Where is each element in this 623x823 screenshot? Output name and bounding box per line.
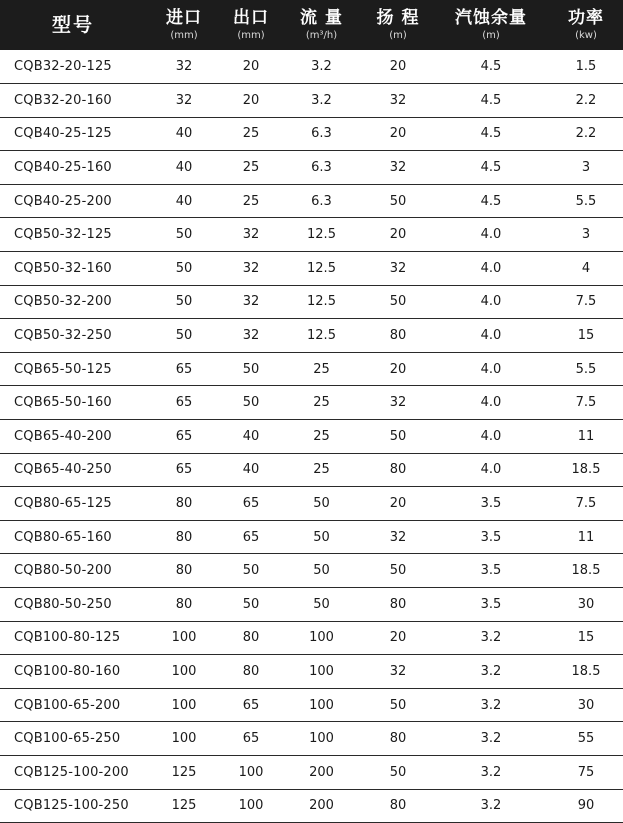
outlet-cell: 65 bbox=[222, 688, 280, 722]
model-cell: CQB32-20-160 bbox=[0, 84, 146, 118]
table-row bbox=[0, 252, 623, 286]
head-cell: 50 bbox=[363, 554, 433, 588]
model-cell: CQB50-32-250 bbox=[0, 319, 146, 353]
outlet-cell: 50 bbox=[222, 386, 280, 420]
header-unit: (kw) bbox=[575, 29, 597, 41]
outlet-cell: 40 bbox=[222, 420, 280, 454]
power-cell: 7.5 bbox=[549, 285, 623, 319]
table-row bbox=[0, 789, 623, 823]
flow-cell: 100 bbox=[280, 688, 363, 722]
head-cell: 32 bbox=[363, 386, 433, 420]
inlet-cell: 65 bbox=[146, 453, 222, 487]
model-cell: CQB100-80-160 bbox=[0, 655, 146, 689]
head-cell: 20 bbox=[363, 218, 433, 252]
model-cell: CQB80-65-160 bbox=[0, 520, 146, 554]
table-row bbox=[0, 655, 623, 689]
head-cell: 50 bbox=[363, 184, 433, 218]
outlet-cell: 40 bbox=[222, 453, 280, 487]
flow-cell: 200 bbox=[280, 789, 363, 823]
power-cell: 90 bbox=[549, 789, 623, 823]
npsh-cell: 4.0 bbox=[433, 352, 549, 386]
outlet-cell: 50 bbox=[222, 554, 280, 588]
outlet-cell: 25 bbox=[222, 184, 280, 218]
power-cell: 18.5 bbox=[549, 655, 623, 689]
model-cell: CQB80-50-200 bbox=[0, 554, 146, 588]
table-row bbox=[0, 688, 623, 722]
outlet-cell: 50 bbox=[222, 352, 280, 386]
table-row bbox=[0, 520, 623, 554]
head-cell: 80 bbox=[363, 319, 433, 353]
npsh-cell: 3.2 bbox=[433, 722, 549, 756]
outlet-cell: 50 bbox=[222, 588, 280, 622]
flow-cell: 12.5 bbox=[280, 252, 363, 286]
model-cell: CQB125-100-200 bbox=[0, 755, 146, 789]
power-cell: 55 bbox=[549, 722, 623, 756]
header-unit: (m) bbox=[389, 29, 407, 41]
inlet-cell: 125 bbox=[146, 789, 222, 823]
flow-cell: 100 bbox=[280, 621, 363, 655]
head-cell: 80 bbox=[363, 588, 433, 622]
inlet-cell: 80 bbox=[146, 588, 222, 622]
outlet-cell: 32 bbox=[222, 285, 280, 319]
model-cell: CQB32-20-125 bbox=[0, 50, 146, 84]
inlet-cell: 32 bbox=[146, 84, 222, 118]
flow-cell: 6.3 bbox=[280, 117, 363, 151]
inlet-cell: 65 bbox=[146, 420, 222, 454]
model-cell: CQB100-80-125 bbox=[0, 621, 146, 655]
outlet-cell: 20 bbox=[222, 84, 280, 118]
flow-cell: 50 bbox=[280, 588, 363, 622]
npsh-cell: 4.0 bbox=[433, 420, 549, 454]
npsh-cell: 4.5 bbox=[433, 50, 549, 84]
power-cell: 11 bbox=[549, 420, 623, 454]
table-row bbox=[0, 453, 623, 487]
flow-header bbox=[280, 0, 363, 50]
model-header bbox=[0, 0, 146, 50]
header-unit: (mm) bbox=[170, 29, 198, 41]
table-row bbox=[0, 319, 623, 353]
head-cell: 32 bbox=[363, 520, 433, 554]
flow-cell: 25 bbox=[280, 352, 363, 386]
table-row bbox=[0, 420, 623, 454]
npsh-cell: 3.2 bbox=[433, 688, 549, 722]
power-cell: 7.5 bbox=[549, 386, 623, 420]
inlet-cell: 40 bbox=[146, 117, 222, 151]
inlet-cell: 100 bbox=[146, 621, 222, 655]
flow-cell: 50 bbox=[280, 554, 363, 588]
npsh-cell: 4.5 bbox=[433, 184, 549, 218]
outlet-cell: 100 bbox=[222, 789, 280, 823]
npsh-cell: 3.5 bbox=[433, 520, 549, 554]
outlet-cell: 32 bbox=[222, 252, 280, 286]
npsh-cell: 3.2 bbox=[433, 621, 549, 655]
table-row bbox=[0, 50, 623, 84]
table-row bbox=[0, 218, 623, 252]
flow-cell: 100 bbox=[280, 722, 363, 756]
inlet-cell: 80 bbox=[146, 520, 222, 554]
model-cell: CQB65-50-125 bbox=[0, 352, 146, 386]
header-label: 出口 bbox=[233, 7, 269, 28]
table-body bbox=[0, 50, 623, 823]
head-cell: 80 bbox=[363, 453, 433, 487]
power-cell: 7.5 bbox=[549, 487, 623, 521]
flow-cell: 25 bbox=[280, 420, 363, 454]
npsh-cell: 3.2 bbox=[433, 755, 549, 789]
head-header bbox=[363, 0, 433, 50]
model-cell: CQB50-32-160 bbox=[0, 252, 146, 286]
npsh-cell: 4.0 bbox=[433, 319, 549, 353]
npsh-cell: 4.0 bbox=[433, 218, 549, 252]
head-cell: 32 bbox=[363, 151, 433, 185]
npsh-cell: 3.5 bbox=[433, 588, 549, 622]
head-cell: 20 bbox=[363, 352, 433, 386]
inlet-cell: 50 bbox=[146, 218, 222, 252]
power-cell: 5.5 bbox=[549, 184, 623, 218]
power-cell: 18.5 bbox=[549, 554, 623, 588]
power-cell: 18.5 bbox=[549, 453, 623, 487]
head-cell: 50 bbox=[363, 688, 433, 722]
npsh-cell: 4.0 bbox=[433, 252, 549, 286]
model-cell: CQB80-50-250 bbox=[0, 588, 146, 622]
flow-cell: 50 bbox=[280, 520, 363, 554]
flow-cell: 6.3 bbox=[280, 151, 363, 185]
model-cell: CQB40-25-200 bbox=[0, 184, 146, 218]
header-label: 型号 bbox=[51, 13, 94, 36]
outlet-cell: 25 bbox=[222, 151, 280, 185]
table-row bbox=[0, 755, 623, 789]
outlet-cell: 65 bbox=[222, 722, 280, 756]
header-unit: (mm) bbox=[237, 29, 265, 41]
power-cell: 11 bbox=[549, 520, 623, 554]
flow-cell: 3.2 bbox=[280, 50, 363, 84]
npsh-cell: 4.0 bbox=[433, 285, 549, 319]
flow-cell: 50 bbox=[280, 487, 363, 521]
table-row bbox=[0, 588, 623, 622]
npsh-cell: 3.2 bbox=[433, 655, 549, 689]
model-cell: CQB50-32-125 bbox=[0, 218, 146, 252]
outlet-cell: 100 bbox=[222, 755, 280, 789]
inlet-cell: 50 bbox=[146, 285, 222, 319]
table-header bbox=[0, 0, 623, 50]
outlet-cell: 32 bbox=[222, 218, 280, 252]
model-cell: CQB125-100-250 bbox=[0, 789, 146, 823]
header-unit: (m³/h) bbox=[305, 29, 338, 41]
inlet-cell: 40 bbox=[146, 184, 222, 218]
table-row bbox=[0, 184, 623, 218]
head-cell: 32 bbox=[363, 252, 433, 286]
power-cell: 5.5 bbox=[549, 352, 623, 386]
table-row bbox=[0, 117, 623, 151]
header-label: 汽蚀余量 bbox=[455, 7, 527, 28]
head-cell: 50 bbox=[363, 755, 433, 789]
npsh-cell: 3.5 bbox=[433, 554, 549, 588]
model-cell: CQB65-40-200 bbox=[0, 420, 146, 454]
head-cell: 20 bbox=[363, 621, 433, 655]
flow-cell: 3.2 bbox=[280, 84, 363, 118]
outlet-cell: 80 bbox=[222, 621, 280, 655]
model-cell: CQB100-65-200 bbox=[0, 688, 146, 722]
table-row bbox=[0, 554, 623, 588]
npsh-cell: 3.5 bbox=[433, 487, 549, 521]
head-cell: 32 bbox=[363, 655, 433, 689]
outlet-cell: 32 bbox=[222, 319, 280, 353]
npsh-cell: 4.5 bbox=[433, 84, 549, 118]
table-row bbox=[0, 487, 623, 521]
head-cell: 80 bbox=[363, 789, 433, 823]
model-cell: CQB40-25-125 bbox=[0, 117, 146, 151]
head-cell: 20 bbox=[363, 117, 433, 151]
table-row bbox=[0, 151, 623, 185]
inlet-cell: 50 bbox=[146, 252, 222, 286]
table-row bbox=[0, 621, 623, 655]
power-cell: 1.5 bbox=[549, 50, 623, 84]
flow-cell: 12.5 bbox=[280, 218, 363, 252]
power-cell: 15 bbox=[549, 621, 623, 655]
outlet-cell: 25 bbox=[222, 117, 280, 151]
table-row bbox=[0, 386, 623, 420]
npsh-header bbox=[433, 0, 549, 50]
outlet-cell: 80 bbox=[222, 655, 280, 689]
head-cell: 80 bbox=[363, 722, 433, 756]
flow-cell: 25 bbox=[280, 453, 363, 487]
npsh-cell: 4.0 bbox=[433, 453, 549, 487]
power-cell: 30 bbox=[549, 688, 623, 722]
flow-cell: 12.5 bbox=[280, 285, 363, 319]
header-unit: (m) bbox=[482, 29, 500, 41]
npsh-cell: 4.0 bbox=[433, 386, 549, 420]
power-cell: 75 bbox=[549, 755, 623, 789]
power-cell: 4 bbox=[549, 252, 623, 286]
model-cell: CQB80-65-125 bbox=[0, 487, 146, 521]
power-cell: 3 bbox=[549, 218, 623, 252]
model-cell: CQB65-40-250 bbox=[0, 453, 146, 487]
outlet-cell: 20 bbox=[222, 50, 280, 84]
inlet-cell: 125 bbox=[146, 755, 222, 789]
model-cell: CQB40-25-160 bbox=[0, 151, 146, 185]
inlet-cell: 65 bbox=[146, 386, 222, 420]
outlet-cell: 65 bbox=[222, 520, 280, 554]
header-label: 流 量 bbox=[300, 7, 343, 28]
header-label: 进口 bbox=[166, 7, 202, 28]
table-row bbox=[0, 352, 623, 386]
power-header bbox=[549, 0, 623, 50]
table-row bbox=[0, 84, 623, 118]
npsh-cell: 4.5 bbox=[433, 117, 549, 151]
inlet-cell: 40 bbox=[146, 151, 222, 185]
flow-cell: 6.3 bbox=[280, 184, 363, 218]
header-label: 扬 程 bbox=[376, 7, 420, 28]
head-cell: 32 bbox=[363, 84, 433, 118]
npsh-cell: 3.2 bbox=[433, 789, 549, 823]
table-row bbox=[0, 722, 623, 756]
inlet-cell: 32 bbox=[146, 50, 222, 84]
flow-cell: 100 bbox=[280, 655, 363, 689]
npsh-cell: 4.5 bbox=[433, 151, 549, 185]
flow-cell: 12.5 bbox=[280, 319, 363, 353]
power-cell: 2.2 bbox=[549, 84, 623, 118]
flow-cell: 200 bbox=[280, 755, 363, 789]
inlet-header bbox=[146, 0, 222, 50]
outlet-header bbox=[222, 0, 280, 50]
head-cell: 20 bbox=[363, 487, 433, 521]
inlet-cell: 100 bbox=[146, 688, 222, 722]
inlet-cell: 80 bbox=[146, 487, 222, 521]
model-cell: CQB100-65-250 bbox=[0, 722, 146, 756]
power-cell: 3 bbox=[549, 151, 623, 185]
head-cell: 20 bbox=[363, 50, 433, 84]
outlet-cell: 65 bbox=[222, 487, 280, 521]
head-cell: 50 bbox=[363, 285, 433, 319]
power-cell: 30 bbox=[549, 588, 623, 622]
inlet-cell: 100 bbox=[146, 722, 222, 756]
header-label: 功率 bbox=[568, 7, 604, 28]
head-cell: 50 bbox=[363, 420, 433, 454]
inlet-cell: 65 bbox=[146, 352, 222, 386]
inlet-cell: 100 bbox=[146, 655, 222, 689]
table-row bbox=[0, 285, 623, 319]
power-cell: 15 bbox=[549, 319, 623, 353]
inlet-cell: 50 bbox=[146, 319, 222, 353]
model-cell: CQB65-50-160 bbox=[0, 386, 146, 420]
header-row bbox=[0, 0, 623, 50]
inlet-cell: 80 bbox=[146, 554, 222, 588]
model-cell: CQB50-32-200 bbox=[0, 285, 146, 319]
flow-cell: 25 bbox=[280, 386, 363, 420]
power-cell: 2.2 bbox=[549, 117, 623, 151]
